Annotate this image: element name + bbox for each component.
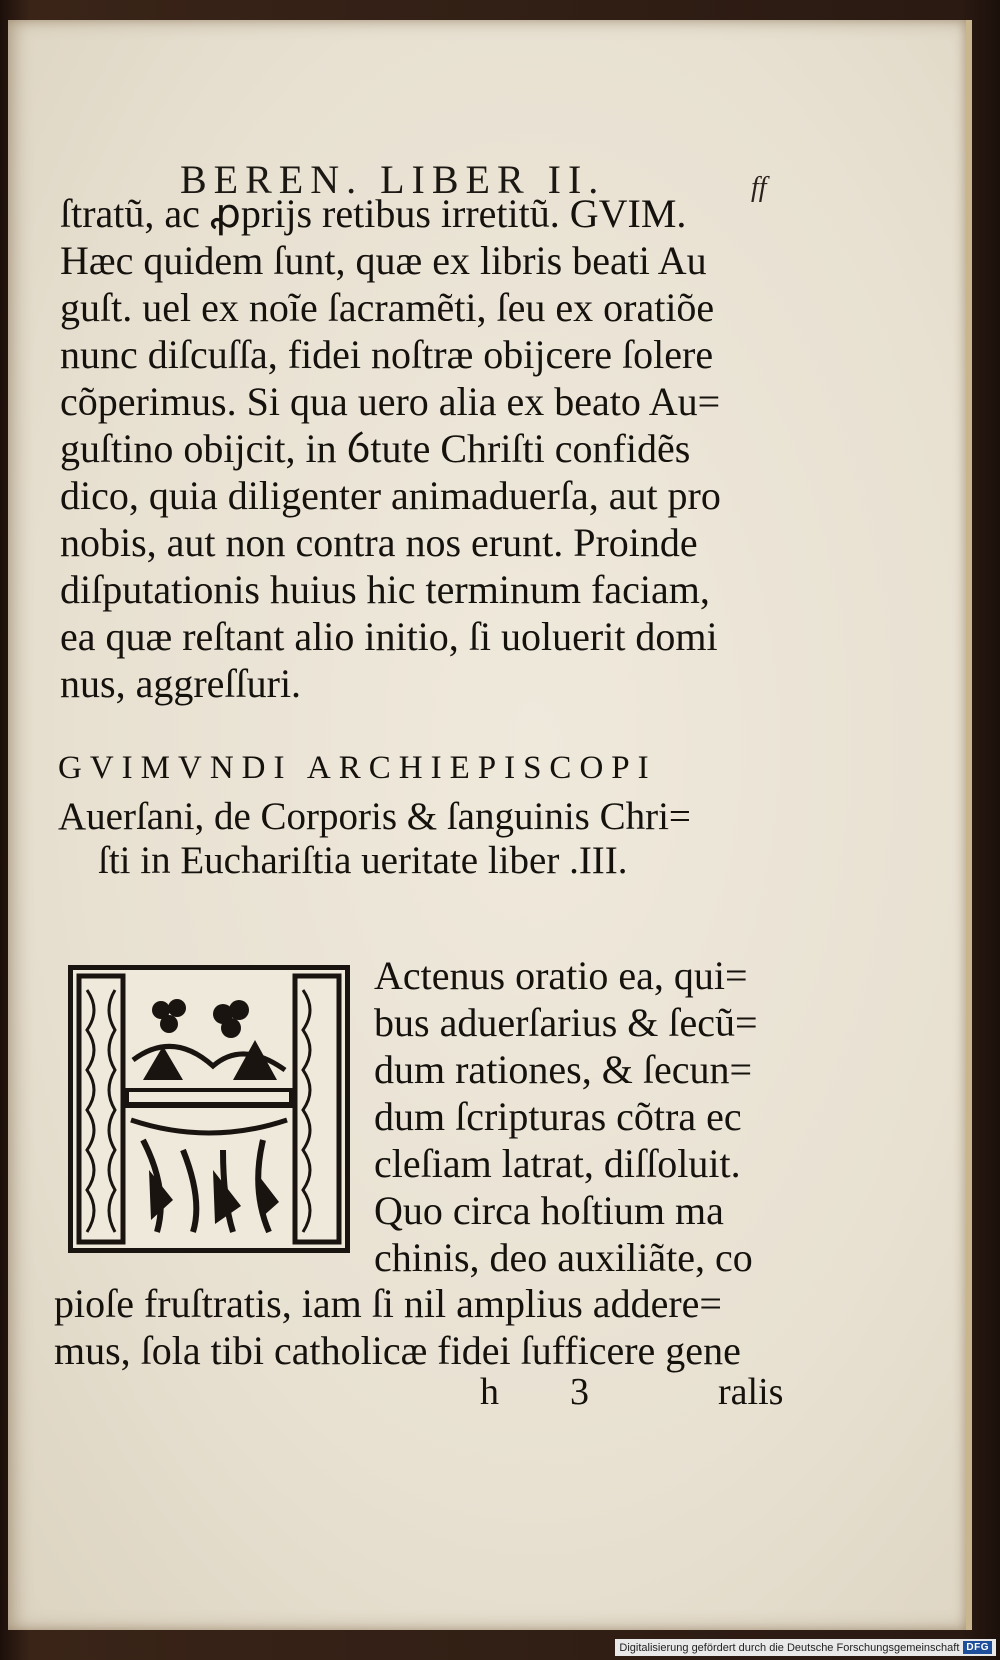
body-text: [60, 190, 800, 707]
signature-mark: h: [480, 1371, 499, 1413]
text-line: dum ſcripturas cõtra ec: [374, 1094, 742, 1139]
book-heading: [58, 750, 798, 882]
text-line: Hæc quidem ſunt, quæ ex libris beati Au: [60, 238, 707, 283]
folio-number: ff: [751, 172, 767, 203]
credit-text: Digitalisierung gefördert durch die Deutsche Forschungsgemeinschaft: [619, 1641, 960, 1654]
signature-number: 3: [570, 1371, 589, 1413]
text-line: dum rationes, & ſecun=: [374, 1047, 753, 1092]
book-page: [8, 20, 972, 1630]
text-line: ſtratũ, ac ꝓprijs retibus irretitũ. GVIM.: [60, 191, 687, 236]
digitization-credit: [615, 1639, 996, 1656]
text-line: mus, ſola tibi catholicæ fidei ſufficere gene: [54, 1328, 741, 1373]
text-line: ea quæ reſtant alio initio, ſi uoluerit domi: [60, 614, 718, 659]
text-line: bus aduerſarius & ſecũ=: [374, 1000, 758, 1045]
text-line: chinis, deo auxiliãte, co: [374, 1235, 753, 1280]
running-head: BEREN. LIBER II.: [180, 157, 606, 202]
text-line: nobis, aut non contra nos erunt. Proinde: [60, 520, 698, 565]
text-line: nus, aggreſſuri.: [60, 661, 302, 706]
catchword: ralis: [718, 1371, 784, 1413]
text-line: nunc diſcuſſa, fidei noſtræ obijcere ſolere: [60, 332, 714, 377]
heading-line: Auerſani, de Corporis & ſanguinis Chri=: [58, 795, 691, 838]
text-line: diſputationis huius hic terminum faciam,: [60, 567, 710, 612]
text-line: cleſiam latrat, diſſoluit.: [374, 1141, 741, 1186]
text-line: pioſe fruſtratis, iam ſi nil amplius addere=: [54, 1281, 722, 1326]
decorated-initial-icon: [68, 965, 350, 1253]
paragraph-beside-initial: [374, 952, 794, 1281]
text-line: Quo circa hoſtium ma: [374, 1188, 724, 1233]
heading-line: GVIMVNDI ARCHIEPISCOPI: [58, 750, 657, 786]
dfg-logo-icon: DFG: [963, 1641, 992, 1654]
paragraph-full-width: [54, 1280, 794, 1374]
text-line: cõperimus. Si qua uero alia ex beato Au=: [60, 379, 721, 424]
heading-line: ſti in Euchariſtia ueritate liber .III.: [98, 839, 628, 882]
text-line: guſtino obijcit, in ỽtute Chriſti confidẽs: [60, 426, 691, 471]
text-line: dico, quia diligenter animaduerſa, aut pro: [60, 473, 721, 518]
text-line: Actenus oratio ea, qui=: [374, 953, 748, 998]
text-line: guſt. uel ex noĩe ſacramẽti, ſeu ex oratiõe: [60, 285, 715, 330]
